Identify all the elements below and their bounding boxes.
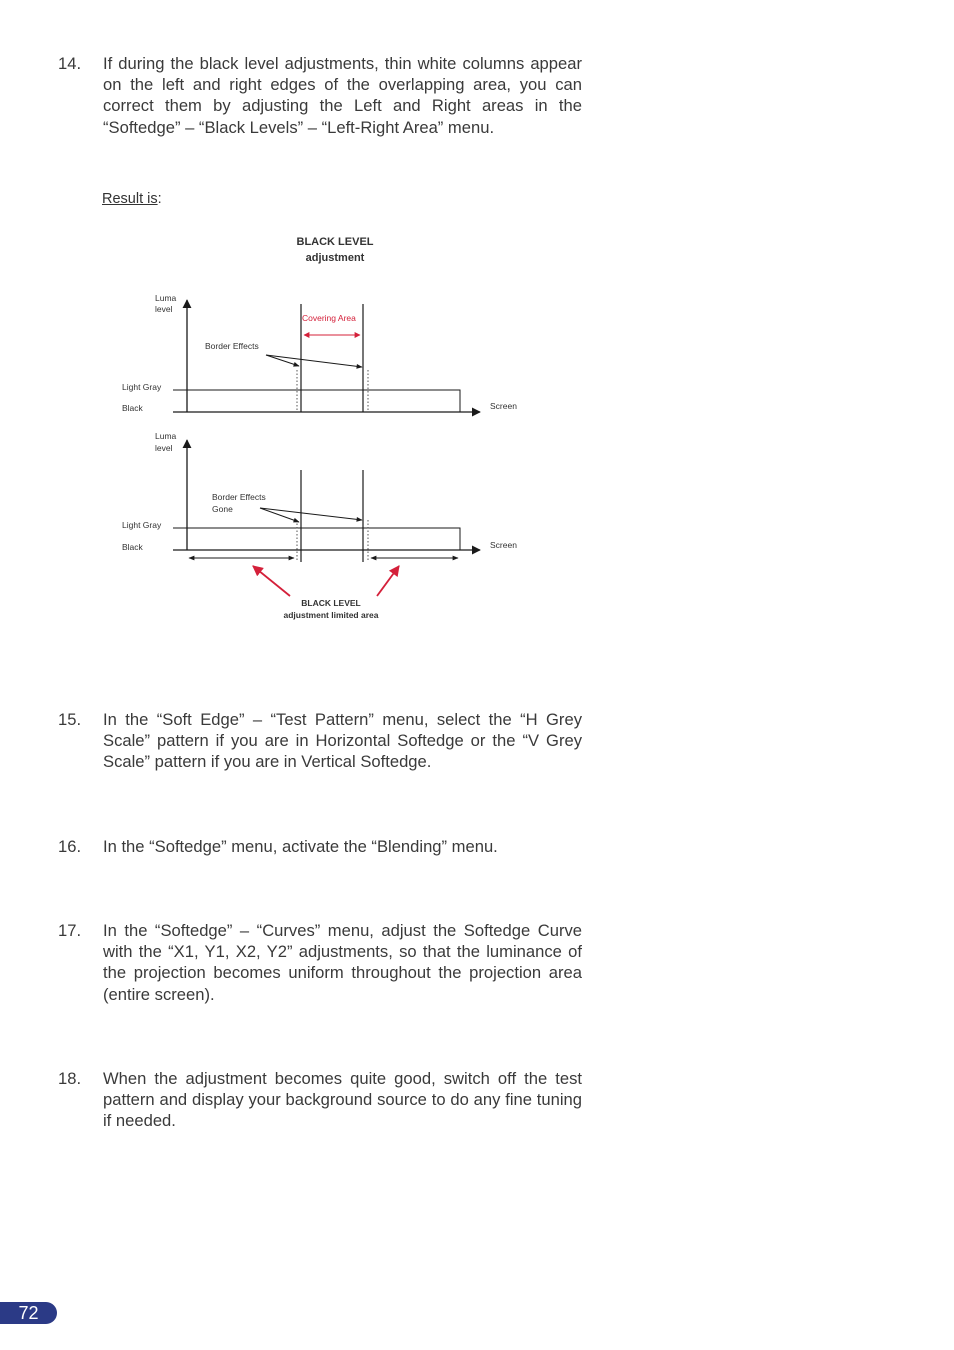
list-item-17 (58, 920, 582, 1005)
left-limited-pointer (253, 566, 290, 596)
top-screen-label: Screen (490, 401, 517, 411)
result-colon: : (157, 191, 162, 207)
item-number: 18. (58, 1069, 82, 1088)
bottom-luma-label-line1: Luma (155, 431, 177, 441)
result-label-text: Result is (102, 191, 158, 207)
right-limited-pointer (377, 566, 399, 596)
top-border-effects-label: Border Effects (205, 341, 259, 351)
bottom-light-gray-level (173, 528, 460, 550)
border-effects-arrow-right (266, 355, 362, 367)
item-text: In the “Softedge” – “Curves” menu, adjust the Softedge Curve with the “X1, Y1, X2, Y2” adjustments, so that the luminance of the projection becomes uniform throughout the projection area (entire screen). (103, 921, 582, 1004)
top-light-gray-label: Light Gray (122, 382, 162, 392)
border-effects-gone-line1: Border Effects (212, 492, 266, 502)
bottom-black-label: Black (122, 542, 143, 552)
list-item-18 (58, 1068, 582, 1132)
page-number: 72 (18, 1303, 39, 1323)
bottom-luma-label-line2: level (155, 443, 173, 453)
item-number: 15. (58, 710, 82, 729)
item-text: In the “Softedge” menu, activate the “Blending” menu. (103, 837, 498, 856)
item-text: If during the black level adjustments, thin white columns appear on the left and right edges of the overlapping area, you can correct them by adjusting the Left and Right areas in the “Softedge” – “Black Levels” – “Left-Right Area” menu. (103, 54, 582, 137)
footer-label-line1: BLACK LEVEL (301, 598, 361, 608)
diagram-title-line2: adjustment (305, 252, 365, 264)
bottom-screen-label: Screen (490, 540, 517, 550)
footer-label-line2: adjustment limited area (283, 610, 379, 620)
item-text: When the adjustment becomes quite good, switch off the test pattern and display your background source to do any fine tuning if needed. (103, 1069, 582, 1131)
item-number: 14. (58, 54, 82, 73)
list-item-16 (58, 836, 582, 857)
item-text: In the “Soft Edge” – “Test Pattern” menu, select the “H Grey Scale” pattern if you are in Horizontal Softedge or the “V Grey Scale” pattern if you are in Vertical Softedge. (103, 710, 582, 772)
page-number-badge (0, 1302, 57, 1324)
item-number: 16. (58, 837, 82, 856)
top-luma-label-line2: level (155, 304, 173, 314)
border-effects-gone-line2: Gone (212, 504, 233, 514)
diagram-title-line1: BLACK LEVEL (296, 236, 374, 248)
top-light-gray-level (173, 390, 460, 412)
bottom-light-gray-label: Light Gray (122, 520, 162, 530)
top-luma-label-line1: Luma (155, 293, 177, 303)
item-number: 17. (58, 921, 82, 940)
top-black-label: Black (122, 403, 143, 413)
covering-area-label: Covering Area (302, 313, 356, 323)
list-item-15 (58, 709, 582, 773)
